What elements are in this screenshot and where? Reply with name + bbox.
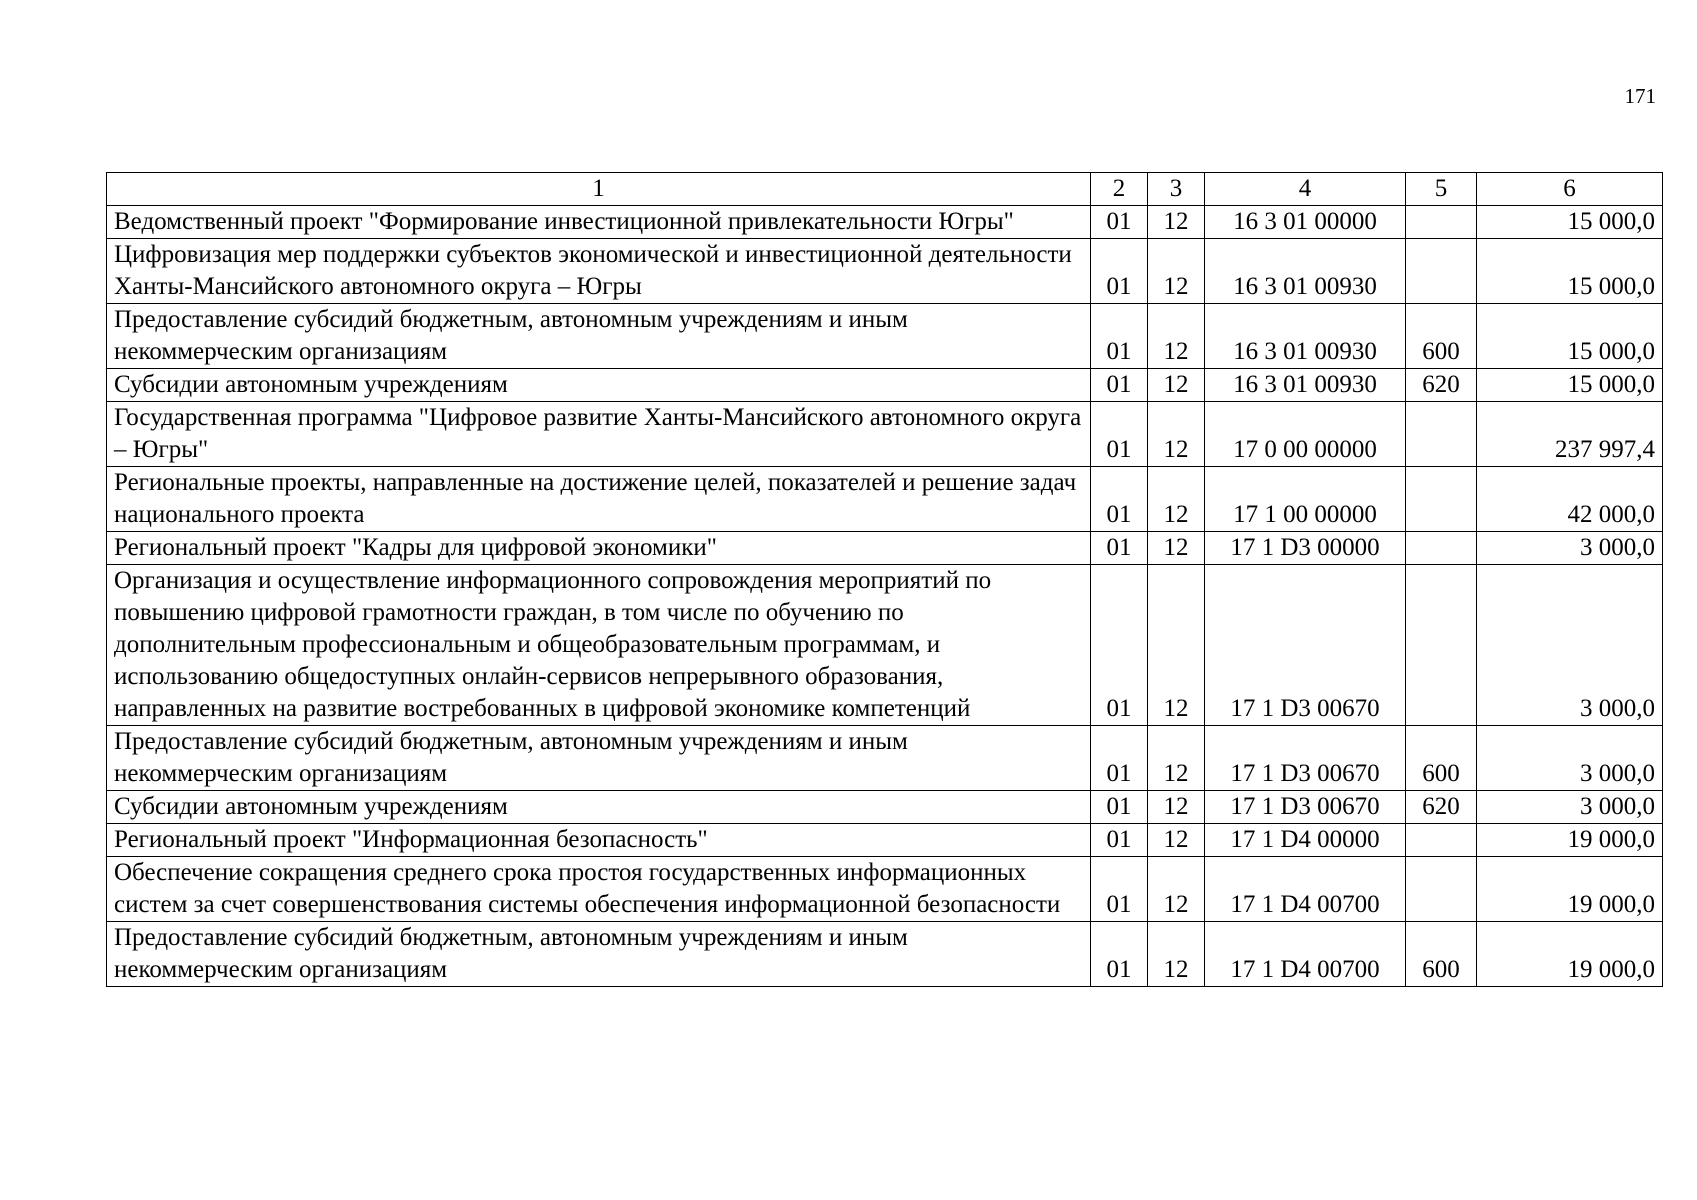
amount: 15 000,0 (1477, 206, 1663, 239)
column-header: 3 (1148, 173, 1205, 206)
amount: 15 000,0 (1477, 369, 1663, 402)
column-header: 1 (107, 173, 1091, 206)
table-row (107, 239, 1663, 304)
amount: 15 000,0 (1477, 239, 1663, 304)
subsection-code: 12 (1148, 402, 1205, 467)
target-article-code: 17 1 D3 00000 (1205, 532, 1406, 565)
expense-type-code: 600 (1406, 304, 1477, 369)
item-name: Предоставление субсидий бюджетным, автономным учреждениям и иным некоммерческим организациям (107, 304, 1091, 369)
budget-table (106, 172, 1663, 987)
target-article-code: 17 1 D4 00700 (1205, 922, 1406, 987)
target-article-code: 16 3 01 00930 (1205, 304, 1406, 369)
target-article-code: 16 3 01 00000 (1205, 206, 1406, 239)
subsection-code: 12 (1148, 922, 1205, 987)
expense-type-code (1406, 565, 1477, 726)
column-header: 6 (1477, 173, 1663, 206)
column-header: 4 (1205, 173, 1406, 206)
subsection-code: 12 (1148, 791, 1205, 824)
target-article-code: 17 1 00 00000 (1205, 467, 1406, 532)
item-name: Цифровизация мер поддержки субъектов экономической и инвестиционной деятельности Ханты-Мансийского автономного округа – Югры (107, 239, 1091, 304)
subsection-code: 12 (1148, 565, 1205, 726)
item-name: Предоставление субсидий бюджетным, автономным учреждениям и иным некоммерческим организациям (107, 922, 1091, 987)
expense-type-code (1406, 857, 1477, 922)
target-article-code: 17 1 D3 00670 (1205, 791, 1406, 824)
expense-type-code: 600 (1406, 922, 1477, 987)
item-name: Организация и осуществление информационного сопровождения мероприятий по повышению цифровой грамотности граждан, в том числе по обучению по дополнительным профессиональным и общеобразовательным программам, и использованию общедоступных онлайн-сервисов непрерывного образования, направленных на развитие востребованных в цифровой экономике компетенций (107, 565, 1091, 726)
subsection-code: 12 (1148, 857, 1205, 922)
target-article-code: 17 0 00 00000 (1205, 402, 1406, 467)
table-row (107, 532, 1663, 565)
item-name: Субсидии автономным учреждениям (107, 369, 1091, 402)
expense-type-code (1406, 532, 1477, 565)
expense-type-code: 600 (1406, 726, 1477, 791)
subsection-code: 12 (1148, 206, 1205, 239)
table-row (107, 369, 1663, 402)
subsection-code: 12 (1148, 824, 1205, 857)
amount: 3 000,0 (1477, 726, 1663, 791)
item-name: Региональный проект "Кадры для цифровой экономики" (107, 532, 1091, 565)
subsection-code: 12 (1148, 726, 1205, 791)
expense-type-code (1406, 206, 1477, 239)
amount: 237 997,4 (1477, 402, 1663, 467)
section-code: 01 (1091, 304, 1148, 369)
table-row (107, 467, 1663, 532)
subsection-code: 12 (1148, 532, 1205, 565)
amount: 19 000,0 (1477, 857, 1663, 922)
page-number: 171 (1624, 84, 1656, 108)
table-row (107, 206, 1663, 239)
section-code: 01 (1091, 791, 1148, 824)
expense-type-code: 620 (1406, 791, 1477, 824)
target-article-code: 17 1 D3 00670 (1205, 726, 1406, 791)
section-code: 01 (1091, 239, 1148, 304)
expense-type-code (1406, 402, 1477, 467)
item-name: Региональные проекты, направленные на достижение целей, показателей и решение задач национального проекта (107, 467, 1091, 532)
section-code: 01 (1091, 857, 1148, 922)
subsection-code: 12 (1148, 239, 1205, 304)
table-row (107, 791, 1663, 824)
table-row (107, 565, 1663, 726)
table-row (107, 857, 1663, 922)
expense-type-code (1406, 824, 1477, 857)
amount: 3 000,0 (1477, 565, 1663, 726)
table-row (107, 304, 1663, 369)
item-name: Региональный проект "Информационная безопасность" (107, 824, 1091, 857)
column-header: 2 (1091, 173, 1148, 206)
item-name: Государственная программа "Цифровое развитие Ханты-Мансийского автономного округа – Югры" (107, 402, 1091, 467)
amount: 3 000,0 (1477, 791, 1663, 824)
section-code: 01 (1091, 402, 1148, 467)
table-row (107, 726, 1663, 791)
section-code: 01 (1091, 726, 1148, 791)
amount: 19 000,0 (1477, 824, 1663, 857)
table-row (107, 922, 1663, 987)
table-row (107, 824, 1663, 857)
table-header-row (107, 173, 1663, 206)
amount: 42 000,0 (1477, 467, 1663, 532)
target-article-code: 17 1 D3 00670 (1205, 565, 1406, 726)
amount: 3 000,0 (1477, 532, 1663, 565)
amount: 19 000,0 (1477, 922, 1663, 987)
section-code: 01 (1091, 824, 1148, 857)
amount: 15 000,0 (1477, 304, 1663, 369)
section-code: 01 (1091, 467, 1148, 532)
target-article-code: 16 3 01 00930 (1205, 369, 1406, 402)
subsection-code: 12 (1148, 304, 1205, 369)
target-article-code: 17 1 D4 00700 (1205, 857, 1406, 922)
subsection-code: 12 (1148, 467, 1205, 532)
section-code: 01 (1091, 922, 1148, 987)
item-name: Ведомственный проект "Формирование инвестиционной привлекательности Югры" (107, 206, 1091, 239)
expense-type-code (1406, 239, 1477, 304)
column-header: 5 (1406, 173, 1477, 206)
section-code: 01 (1091, 565, 1148, 726)
item-name: Обеспечение сокращения среднего срока простоя государственных информационных систем за счет совершенствования системы обеспечения информационной безопасности (107, 857, 1091, 922)
subsection-code: 12 (1148, 369, 1205, 402)
target-article-code: 16 3 01 00930 (1205, 239, 1406, 304)
item-name: Предоставление субсидий бюджетным, автономным учреждениям и иным некоммерческим организациям (107, 726, 1091, 791)
section-code: 01 (1091, 369, 1148, 402)
item-name: Субсидии автономным учреждениям (107, 791, 1091, 824)
section-code: 01 (1091, 532, 1148, 565)
expense-type-code: 620 (1406, 369, 1477, 402)
target-article-code: 17 1 D4 00000 (1205, 824, 1406, 857)
table-row (107, 402, 1663, 467)
section-code: 01 (1091, 206, 1148, 239)
expense-type-code (1406, 467, 1477, 532)
